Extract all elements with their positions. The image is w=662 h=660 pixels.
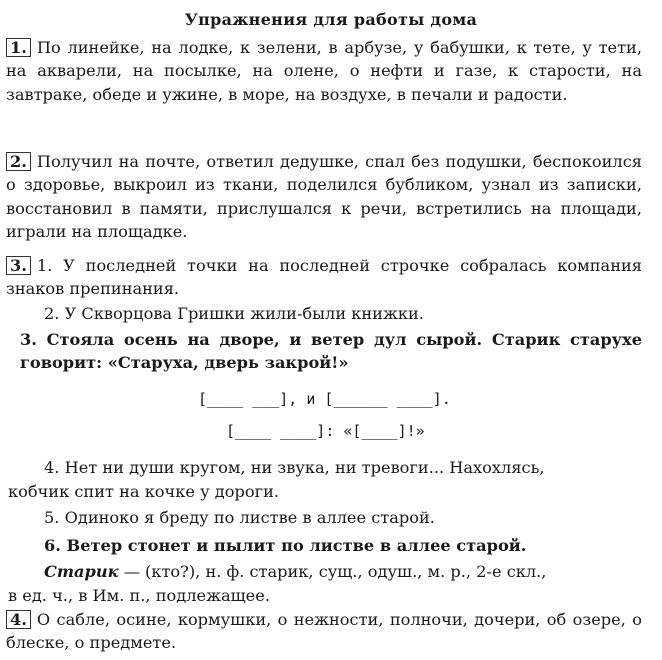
exercise-3-item-2: 2. У Скворцова Гришки жили-были книжки. [44,304,424,323]
exercise-3-number: 3. [6,256,31,275]
exercise-3-item-3: 3. Стояла осень на дворе, и ветер дул сырой. Старик старухе говорит: «Старуха, дверь закрой!» [20,330,642,373]
exercise-2-text: Получил на почте, ответил дедушке, спал без подушки, беспокоился о здоровье, выкроил из ткани, поделился бубликом, узнал из записки, восстановил в памяти, прислушался к речи, встретились на площади, играли на площадке. [6,152,642,242]
exercise-3-item-1 [6,254,642,301]
exercise-2 [6,150,642,244]
exercise-3-item-5: 5. Одиноко я бреду по листве в аллее старой. [44,508,435,527]
exercise-3-item-6: 6. Ветер стонет и пылит по листве в аллее старой. [44,536,527,555]
sentence-scheme-2: [____ ____]: «[____]!» [226,422,425,440]
page-title: Упражнения для работы дома [184,10,478,29]
exercise-1-number: 1. [6,38,31,57]
exercise-4-number: 4. [6,610,31,629]
exercise-1 [6,36,642,106]
sentence-scheme-1: [____ ___], и [______ ____]. [198,390,451,408]
exercise-4-text: О сабле, осине, кормушки, о нежности, полночи, дочери, об озере, о блеске, о предмете. [6,610,642,653]
exercise-3-item-4-line-2: кобчик спит на кочке у дороги. [8,482,280,501]
parse-text-1: — (кто?), н. ф. старик, сущ., одуш., м. р., 2-е скл., [118,562,547,581]
exercise-3-item-4-line-1: 4. Нет ни души кругом, ни звука, ни тревоги... Нахохлясь, [44,458,545,477]
exercise-3-item-1-text: 1. У последней точки на последней строчке собралась компания знаков препинания. [6,256,642,299]
exercise-1-text: По линейке, на лодке, к зелени, в арбузе, у бабушки, к тете, у тети, на акварели, на посылке, на олене, о нефти и газе, к старости, на завтраке, обеде и ужине, в море, на воздухе, в печали и радости. [6,38,642,104]
parse-line-1 [44,560,546,583]
parse-word: Старик [44,562,119,581]
exercise-2-number: 2. [6,152,31,171]
parse-line-2: в ед. ч., в Им. п., подлежащее. [8,586,270,605]
exercise-4 [6,608,642,655]
